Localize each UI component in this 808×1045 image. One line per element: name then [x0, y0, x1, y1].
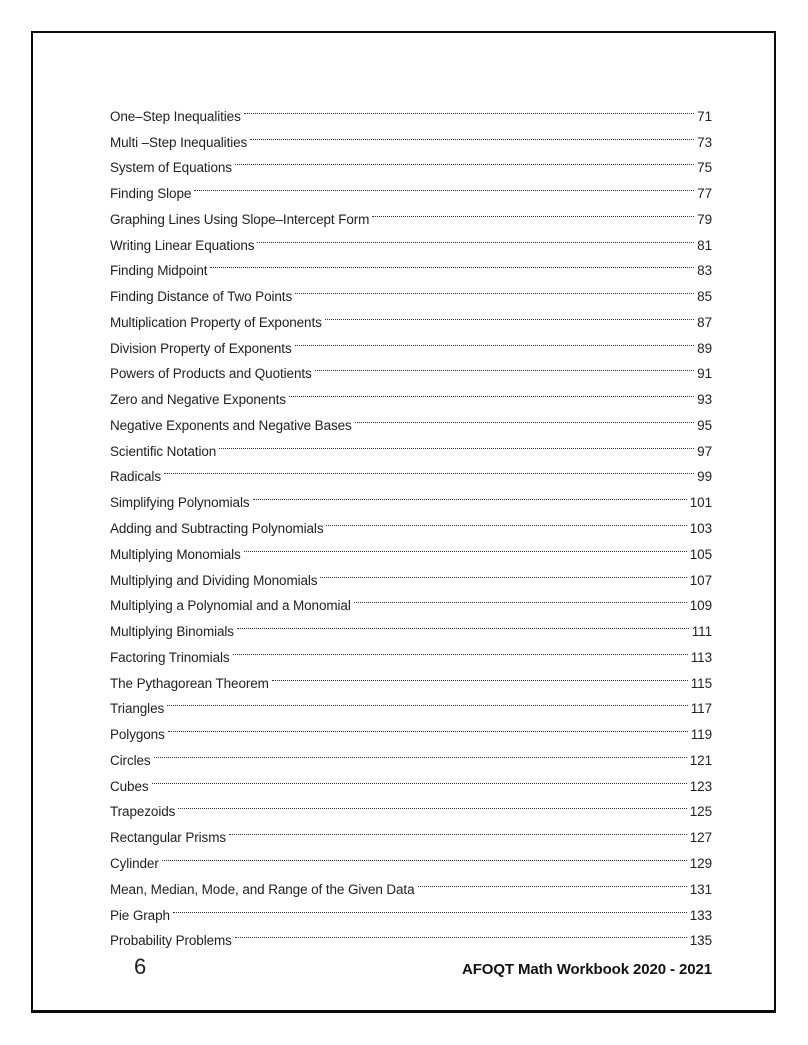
toc-leader-dots	[161, 456, 697, 482]
toc-entry[interactable]	[110, 894, 712, 923]
toc-leader-dots	[317, 559, 689, 585]
toc-entry-title: Multiplying Monomials	[110, 546, 241, 562]
toc-leader-dots	[351, 585, 690, 611]
toc-entry-page: 71	[697, 108, 712, 124]
toc-entry-title: Multiplying Binomials	[110, 624, 234, 640]
toc-entry[interactable]	[110, 816, 712, 846]
toc-entry-title: Rectangular Prisms	[110, 830, 226, 846]
toc-entry-page: 95	[697, 417, 712, 433]
toc-entry[interactable]	[110, 95, 712, 124]
toc-leader-dots	[322, 301, 697, 327]
toc-leader-dots	[207, 250, 697, 276]
toc-entry[interactable]	[110, 920, 712, 949]
toc-entry-page: 105	[689, 546, 712, 562]
toc-leader-dots	[250, 481, 690, 507]
toc-entry-title: Triangles	[110, 701, 165, 717]
toc-entry-page: 125	[689, 804, 712, 820]
toc-entry-title: Finding Distance of Two Points	[110, 289, 293, 305]
toc-leader-dots	[230, 636, 691, 662]
toc-entry-page: 113	[690, 649, 712, 665]
page-border	[31, 31, 776, 1013]
footer-book-title: AFOQT Math Workbook 2020 - 2021	[461, 961, 712, 979]
toc-entry-page: 115	[690, 675, 712, 691]
toc-entry[interactable]	[110, 739, 712, 768]
toc-entry-page: 129	[689, 855, 712, 871]
toc-entry-title: Polygons	[110, 727, 165, 743]
toc-entry-title: Zero and Negative Exponents	[110, 392, 286, 408]
toc-entry[interactable]	[110, 713, 712, 743]
toc-entry-title: Adding and Subtracting Polynomials	[110, 521, 324, 537]
toc-leader-dots	[369, 198, 697, 224]
toc-entry-page: 135	[689, 933, 712, 949]
toc-entry-title: Simplifying Polynomials	[110, 495, 250, 511]
toc-entry-page: 127	[689, 830, 712, 846]
toc-leader-dots	[175, 791, 689, 817]
toc-entry-page: 99	[697, 469, 712, 485]
toc-entry[interactable]	[110, 791, 712, 820]
toc-entry-title: Multiplying a Polynomial and a Monomial	[110, 598, 351, 614]
toc-leader-dots	[323, 507, 689, 533]
toc-entry-page: 93	[697, 392, 712, 408]
toc-entry-page: 131	[689, 881, 712, 897]
toc-entry-title: Factoring Trinomials	[110, 649, 230, 665]
toc-entry-page: 79	[697, 211, 712, 227]
toc-leader-dots	[292, 327, 698, 353]
toc-entry-title: Finding Slope	[110, 186, 192, 202]
toc-entry-title: Negative Exponents and Negative Bases	[110, 417, 352, 433]
toc-entry-title: The Pythagorean Theorem	[110, 675, 269, 691]
toc-entry-page: 117	[690, 701, 712, 717]
toc-entry-page: 133	[689, 907, 712, 923]
toc-entry-page: 81	[697, 237, 712, 253]
toc-leader-dots	[241, 533, 690, 559]
toc-entry-page: 103	[689, 521, 712, 537]
toc-entry-title: Graphing Lines Using Slope–Intercept Form	[110, 211, 370, 227]
toc-leader-dots	[312, 353, 698, 379]
toc-entry-title: Radicals	[110, 469, 161, 485]
toc-entry-page: 89	[697, 340, 712, 356]
toc-entry-title: Probability Problems	[110, 933, 232, 949]
toc-leader-dots	[415, 868, 690, 894]
toc-entry-title: Circles	[110, 752, 151, 768]
toc-entry[interactable]	[110, 688, 712, 717]
toc-entry-title: System of Equations	[110, 160, 232, 176]
toc-entry-title: Powers of Products and Quotients	[110, 366, 312, 382]
toc-leader-dots	[165, 713, 691, 739]
toc-entry-title: One–Step Inequalities	[110, 108, 241, 124]
toc-leader-dots	[151, 739, 690, 765]
toc-leader-dots	[216, 430, 697, 456]
toc-entry-page: 77	[697, 186, 712, 202]
toc-leader-dots	[352, 404, 697, 430]
toc-leader-dots	[292, 275, 697, 301]
toc-entry-title: Multi –Step Inequalities	[110, 134, 248, 150]
toc-leader-dots	[254, 224, 697, 250]
footer-page-number: 6	[134, 954, 147, 980]
toc-entry-title: Finding Midpoint	[110, 263, 208, 279]
toc-leader-dots	[149, 765, 690, 791]
toc-leader-dots	[232, 920, 690, 946]
toc-entry[interactable]	[110, 868, 712, 897]
toc-entry[interactable]	[110, 198, 712, 227]
toc-entry-page: 75	[697, 160, 712, 176]
toc-leader-dots	[247, 121, 697, 147]
toc-leader-dots	[226, 816, 690, 842]
toc-entry-title: Trapezoids	[110, 804, 176, 820]
toc-entry-page: 121	[689, 752, 712, 768]
toc-entry-page: 97	[697, 443, 712, 459]
toc-entry-page: 83	[697, 263, 712, 279]
toc-entry-title: Multiplication Property of Exponents	[110, 314, 322, 330]
toc-leader-dots	[232, 147, 697, 173]
toc-entry-title: Division Property of Exponents	[110, 340, 292, 356]
toc-entry-page: 109	[689, 598, 712, 614]
toc-entry-page: 101	[689, 495, 712, 511]
toc-entry-page: 111	[691, 624, 712, 640]
toc-leader-dots	[241, 95, 697, 121]
toc-entry-page: 123	[689, 778, 712, 794]
toc-entry-title: Mean, Median, Mode, and Range of the Given Data	[110, 881, 415, 897]
toc-leader-dots	[286, 378, 697, 404]
toc-leader-dots	[159, 842, 690, 868]
toc-entry-page: 107	[689, 572, 712, 588]
toc-entry-page: 73	[697, 134, 712, 150]
toc-entry[interactable]	[110, 172, 712, 202]
toc-entry-title: Pie Graph	[110, 907, 170, 923]
toc-entry-title: Cubes	[110, 778, 149, 794]
toc-entry-page: 85	[697, 289, 712, 305]
toc-leader-dots	[191, 172, 697, 198]
toc-leader-dots	[170, 894, 690, 920]
toc-entry[interactable]	[110, 456, 712, 485]
toc-entry-page: 87	[697, 314, 712, 330]
toc-entry[interactable]	[110, 842, 712, 871]
toc-entry-title: Multiplying and Dividing Monomials	[110, 572, 318, 588]
page-content	[33, 33, 774, 1010]
toc-entry-title: Scientific Notation	[110, 443, 217, 459]
page-footer	[110, 954, 712, 980]
toc-entry[interactable]	[110, 481, 712, 511]
toc-list	[110, 95, 712, 949]
toc-entry-page: 119	[690, 727, 712, 743]
toc-entry-title: Writing Linear Equations	[110, 237, 255, 253]
toc-entry-title: Cylinder	[110, 855, 159, 871]
toc-leader-dots	[234, 610, 692, 636]
toc-leader-dots	[164, 688, 691, 714]
toc-entry[interactable]	[110, 765, 712, 794]
toc-leader-dots	[269, 662, 691, 688]
toc-entry-page: 91	[697, 366, 712, 382]
